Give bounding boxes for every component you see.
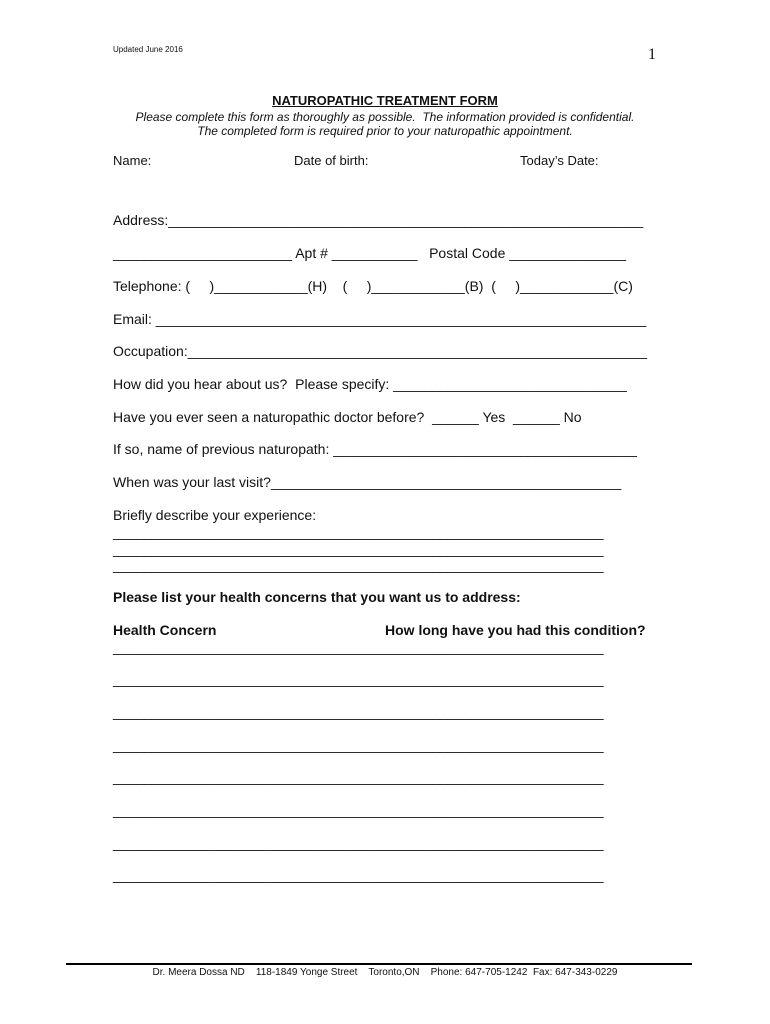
form-title: NATUROPATHIC TREATMENT FORM bbox=[272, 93, 498, 108]
telephone-line[interactable]: Telephone: ( )____________(H) ( )____________(B) ( )____________(C) bbox=[113, 278, 633, 294]
form-subtitle-2: The completed form is required prior to your naturopathic appointment. bbox=[197, 124, 573, 138]
referral-source-line[interactable]: How did you hear about us? Please specify: ______________________________ bbox=[113, 376, 627, 392]
concern-row-3[interactable]: _______________________________________________________________ bbox=[113, 704, 604, 720]
updated-date: Updated June 2016 bbox=[113, 45, 183, 54]
experience-label: Briefly describe your experience: bbox=[113, 507, 317, 523]
address-apt-postal-line[interactable]: _______________________ Apt # ___________ Postal Code _______________ bbox=[113, 245, 627, 261]
concern-row-1[interactable]: _______________________________________________________________ bbox=[113, 639, 604, 655]
occupation-line[interactable]: Occupation:___________________________________________________________ bbox=[113, 343, 648, 359]
todays-date-label: Today’s Date: bbox=[520, 153, 599, 168]
health-concern-column-header: Health Concern bbox=[113, 622, 217, 638]
dob-label: Date of birth: bbox=[294, 153, 369, 168]
footer-divider bbox=[66, 963, 692, 965]
experience-blank-2[interactable]: _______________________________________________________________ bbox=[113, 541, 604, 557]
page-number: 1 bbox=[648, 46, 656, 63]
email-line[interactable]: Email: _______________________________________________________________ bbox=[113, 311, 647, 327]
concern-row-5[interactable]: _______________________________________________________________ bbox=[113, 769, 604, 785]
experience-blank-3[interactable]: _______________________________________________________________ bbox=[113, 557, 604, 573]
concern-row-8[interactable]: _______________________________________________________________ bbox=[113, 867, 604, 883]
previous-naturopath-line[interactable]: If so, name of previous naturopath: _______________________________________ bbox=[113, 441, 637, 457]
health-concerns-heading: Please list your health concerns that you want us to address: bbox=[113, 589, 521, 605]
concern-row-4[interactable]: _______________________________________________________________ bbox=[113, 737, 604, 753]
concern-row-7[interactable]: _______________________________________________________________ bbox=[113, 835, 604, 851]
form-subtitle-1: Please complete this form as thoroughly as possible. The information provided is confidential. bbox=[135, 110, 635, 124]
duration-column-header: How long have you had this condition? bbox=[385, 622, 646, 638]
concern-row-2[interactable]: _______________________________________________________________ bbox=[113, 671, 604, 687]
last-visit-line[interactable]: When was your last visit?_____________________________________________ bbox=[113, 474, 622, 490]
name-label: Name: bbox=[113, 153, 152, 168]
address-line[interactable]: Address:_____________________________________________________________ bbox=[113, 212, 644, 228]
experience-blank-1[interactable]: _______________________________________________________________ bbox=[113, 524, 604, 540]
footer-contact: Dr. Meera Dossa ND 118-1849 Yonge Street Toronto,ON Phone: 647-705-1242 Fax: 647-343-0229 bbox=[152, 967, 618, 978]
concern-row-6[interactable]: _______________________________________________________________ bbox=[113, 802, 604, 818]
seen-naturopath-line[interactable]: Have you ever seen a naturopathic doctor before? ______ Yes ______ No bbox=[113, 409, 582, 425]
